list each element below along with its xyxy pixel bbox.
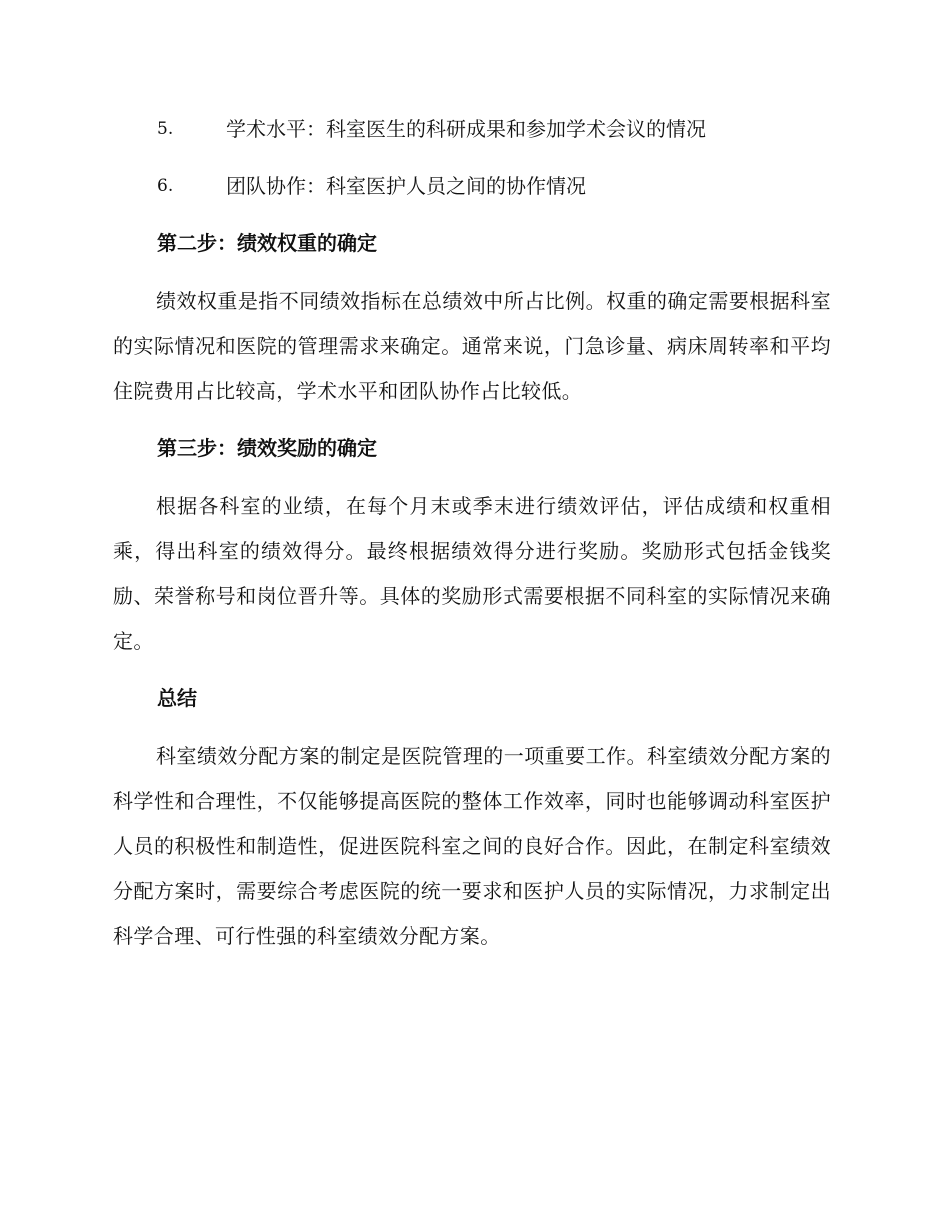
- section-heading-step2: 第二步：绩效权重的确定: [157, 231, 377, 255]
- list-item: [157, 168, 837, 204]
- list-number: 6.: [157, 176, 174, 196]
- list-text: 团队协作：科室医护人员之间的协作情况: [226, 174, 586, 198]
- list-text: 学术水平：科室医生的科研成果和参加学术会议的情况: [226, 117, 706, 141]
- list-number: 5.: [157, 119, 174, 139]
- section-heading-step3: 第三步：绩效奖励的确定: [157, 436, 377, 460]
- paragraph-step3: 根据各科室的业绩，在每个月末或季末进行绩效评估，评估成绩和权重相乘，得出科室的绩效得分。最终根据绩效得分进行奖励。奖励形式包括金钱奖励、荣誉称号和岗位晋升等。具体的奖励形式需要根据不同科室的实际情况来确定。: [113, 494, 831, 653]
- list-item: [157, 111, 837, 147]
- section-heading-summary: 总结: [157, 686, 197, 710]
- paragraph-summary: 科室绩效分配方案的制定是医院管理的一项重要工作。科室绩效分配方案的科学性和合理性，不仅能够提高医院的整体工作效率，同时也能够调动科室医护人员的积极性和制造性，促进医院科室之间的良好合作。因此，在制定科室绩效分配方案时，需要综合考虑医院的统一要求和医护人员的实际情况，力求制定出科学合理、可行性强的科室绩效分配方案。: [113, 744, 831, 948]
- paragraph-step2: 绩效权重是指不同绩效指标在总绩效中所占比例。权重的确定需要根据科室的实际情况和医院的管理需求来确定。通常来说，门急诊量、病床周转率和平均住院费用占比较高，学术水平和团队协作占比较低。: [113, 289, 831, 403]
